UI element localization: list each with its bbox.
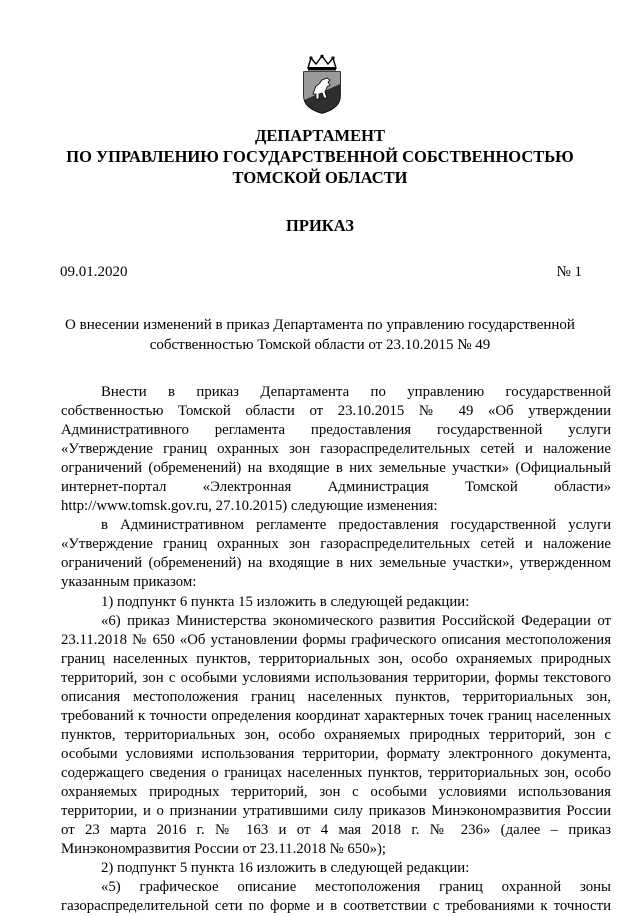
subject-line-2: собственностью Томской области от 23.10.2015 № 49 (149, 336, 491, 353)
tomsk-coat-of-arms-icon (300, 54, 344, 114)
document-type: ПРИКАЗ (286, 216, 354, 235)
paragraph-1: Внести в приказ Департамента по управлению государственной собственностью Томской области от 23.10.2015 № 49 «Об утверждении Административного регламента предоставления государственной услуги «Утверждение границ охранных зон газораспределительных сетей и наложение ограничений (обременений) на входящие в них земельные участки» (Официальный интернет-портал «Электронная Администрация Томской области» http://www.tomsk.gov.ru, 27.10.2015) следующие изменения: (61, 384, 611, 515)
paragraph-5: 2) подпункт 5 пункта 16 изложить в следующей редакции: (101, 860, 470, 877)
department-name (40, 125, 600, 188)
subject-line-1: О внесении изменений в приказ Департамента по управлению государственной (65, 317, 575, 333)
dept-line-2: ПО УПРАВЛЕНИЮ ГОСУДАРСТВЕННОЙ СОБСТВЕННОСТЬЮ (66, 147, 574, 166)
document-date: 09.01.2020 (60, 264, 128, 280)
paragraph-2: в Административном регламенте предоставления государственной услуги «Утверждение границ охранных зон газораспределительных сетей и наложение ограничений (обременений) на входящие в них земельные участки», утвержденном указанным приказом: (61, 517, 611, 591)
dept-line-3: ТОМСКОЙ ОБЛАСТИ (232, 168, 408, 187)
paragraph-4: «6) приказ Министерства экономического развития Российской Федерации от 23.11.2018 № 650 «Об установлении формы графического описания местоположения границ населенных пунктов, территориальных зон, особо охраняемых природных территорий, зон с особыми условиями использования территории, формы текстового описания местоположения границ населенных пунктов, территориальных зон, требований к точности определения координат характерных точек границ населенных пунктов, территориальных зон, особо охраняемых природных территорий, зон с особыми условиями использования территории, формату электронного документа, содержащего сведения о границах населенных пунктов, территориальных зон, особо охраняемых природных территорий, зон с особыми условиями использования территории, и о признании утратившими силу приказов Минэкономразвития России от 23 марта 2016 г. № 163 и от 4 мая 2018 г. № 236» (далее – приказ Минэкономразвития России от 23.11.2018 № 650»); (61, 612, 611, 858)
document-body (61, 383, 611, 916)
document-subject (40, 316, 600, 355)
document-number: № 1 (556, 264, 582, 280)
paragraph-6: «5) графическое описание местоположения границ охранной зоны газораспределительной сети по форме и в соответствии с требованиями к точности (61, 879, 611, 915)
dept-line-1: ДЕПАРТАМЕНТ (255, 126, 385, 145)
paragraph-3: 1) подпункт 6 пункта 15 изложить в следующей редакции: (101, 593, 470, 610)
